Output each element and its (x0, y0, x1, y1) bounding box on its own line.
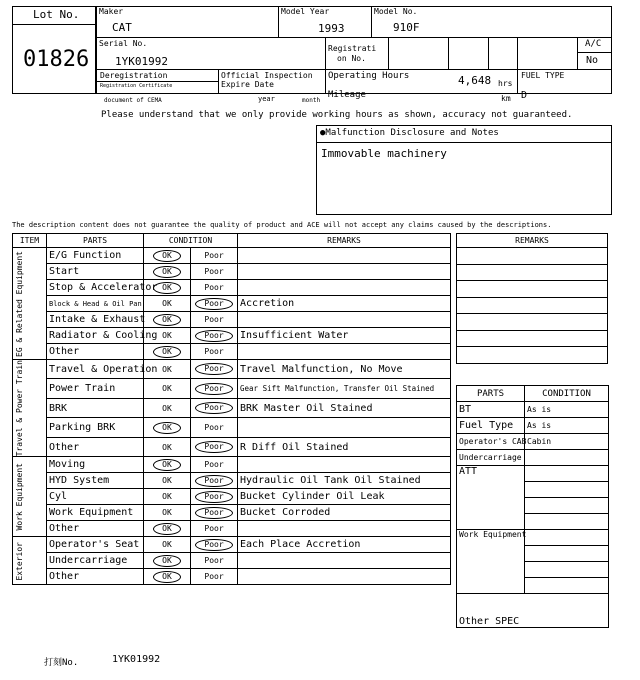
condition-ok (144, 521, 191, 537)
lot-number: 01826 (23, 47, 90, 72)
lot-label: Lot No. (33, 8, 80, 21)
remark: Travel Malfunction, No Move (238, 360, 451, 379)
item-group-label: Exterior (15, 541, 24, 581)
condition-poor-label: Poor (195, 475, 232, 487)
registration-certificate-label: Registration Certificate (100, 83, 173, 89)
condition-poor (191, 418, 238, 437)
remarks-row (457, 297, 608, 314)
remarks-cell (457, 330, 608, 347)
inspection-table (12, 233, 451, 585)
condition-poor-label: Poor (204, 283, 224, 292)
table-row (13, 296, 451, 312)
condition-ok-label: OK (162, 476, 172, 486)
spec-condition (525, 466, 609, 482)
condition-poor (191, 473, 238, 489)
model-year-value: 1993 (318, 22, 345, 35)
ac-label: A/C (585, 39, 602, 49)
part-name: HYD System (47, 473, 144, 489)
condition-ok-label: OK (162, 331, 172, 340)
condition-poor (191, 505, 238, 521)
condition-poor-label: Poor (204, 524, 224, 534)
remarks-cell (457, 248, 608, 265)
item-group-label: EG & Related Equipment (15, 250, 24, 357)
table-row (13, 553, 451, 569)
remark: R Diff Oil Stained (238, 437, 451, 457)
remark (238, 264, 451, 280)
fuel-type-label: FUEL TYPE (521, 71, 565, 80)
spec-part: BT (457, 402, 525, 418)
condition-poor-label: Poor (204, 347, 224, 356)
malfunction-box (316, 125, 612, 215)
part-name: Other (47, 437, 144, 457)
spec-row (457, 594, 609, 628)
year-label: year (258, 95, 275, 103)
remarks-row (457, 314, 608, 331)
deregistration-label: Deregistration (100, 71, 168, 80)
malfunction-title: ●Malfunction Disclosure and Notes (320, 128, 499, 138)
part-name: Block & Head & Oil Pan (47, 296, 144, 312)
remark: Bucket Cylinder Oil Leak (238, 489, 451, 505)
condition-poor (191, 344, 238, 360)
condition-ok (144, 473, 191, 489)
table-row (13, 521, 451, 537)
table-row (13, 248, 451, 264)
condition-ok-label: OK (162, 508, 172, 518)
part-name: BRK (47, 398, 144, 417)
remark: Gear Sift Malfunction, Transfer Oil Stained (238, 379, 451, 398)
serial-value: 1YK01992 (115, 55, 168, 68)
part-name: Undercarriage (47, 553, 144, 569)
remark: BRK Master Oil Stained (238, 398, 451, 417)
condition-poor (191, 457, 238, 473)
condition-ok (144, 379, 191, 398)
spec-condition: Cabin (525, 434, 609, 450)
model-year-label: Model Year (281, 7, 330, 16)
spec-condition (525, 562, 609, 578)
remark (238, 344, 451, 360)
condition-ok-label: OK (162, 384, 172, 394)
spec-part: Undercarriage (457, 450, 525, 466)
condition-ok-label: OK (162, 299, 172, 308)
inspection-label-2: Expire Date (221, 80, 274, 89)
spec-row (457, 418, 609, 434)
condition-poor-label: Poor (204, 423, 224, 433)
condition-poor (191, 264, 238, 280)
condition-poor (191, 360, 238, 379)
month-label: month (302, 97, 321, 104)
table-row (13, 344, 451, 360)
registration-label-2: on No. (337, 54, 366, 63)
condition-ok (144, 264, 191, 280)
condition-ok (144, 248, 191, 264)
remark (238, 553, 451, 569)
condition-ok (144, 398, 191, 417)
condition-ok-label: OK (153, 523, 181, 535)
item-group (13, 457, 47, 537)
condition-poor (191, 379, 238, 398)
condition-poor-label: Poor (204, 556, 224, 566)
part-name: Other (47, 521, 144, 537)
condition-poor-label: Poor (195, 441, 232, 453)
remarks-cell (457, 281, 608, 298)
condition-poor-label: Poor (195, 383, 232, 395)
table-row (13, 312, 451, 328)
condition-ok (144, 537, 191, 553)
condition-poor-label: Poor (195, 298, 232, 310)
header-remarks: REMARKS (238, 234, 451, 248)
part-name: Start (47, 264, 144, 280)
remarks-row (457, 248, 608, 265)
condition-ok-label: OK (153, 282, 181, 294)
spec-condition (525, 578, 609, 594)
condition-ok (144, 437, 191, 457)
condition-poor (191, 296, 238, 312)
remarks-row (457, 347, 608, 364)
condition-ok-label: OK (162, 403, 172, 413)
condition-ok (144, 553, 191, 569)
table-row (13, 437, 451, 457)
registration-label-1: Registrati (328, 44, 377, 53)
condition-poor-label: Poor (195, 330, 232, 342)
condition-ok-label: OK (153, 250, 181, 262)
condition-ok-label: OK (153, 555, 181, 567)
condition-ok-label: OK (162, 492, 172, 502)
table-row (13, 328, 451, 344)
spec-part: Fuel Type (457, 418, 525, 434)
condition-ok (144, 457, 191, 473)
condition-ok (144, 312, 191, 328)
part-name: E/G Function (47, 248, 144, 264)
hours-notice: Please understand that we only provide working hours as shown, accuracy not guaranteed. (101, 110, 573, 120)
remark (238, 418, 451, 437)
condition-poor-label: Poor (204, 267, 224, 276)
spec-condition (525, 546, 609, 562)
serial-label: Serial No. (99, 39, 148, 48)
condition-ok (144, 418, 191, 437)
spec-row (457, 450, 609, 466)
hrs-label: hrs (498, 79, 513, 88)
header-condition: CONDITION (144, 234, 238, 248)
spec-other: Other SPEC (457, 594, 609, 628)
remark (238, 280, 451, 296)
inspection-label-1: Official Inspection (221, 71, 313, 80)
table-row (13, 537, 451, 553)
remarks-cell (457, 314, 608, 331)
part-name: Intake & Exhaust (47, 312, 144, 328)
item-group-label: Travel & Power Train (15, 360, 24, 457)
table-row (13, 264, 451, 280)
part-name: Power Train (47, 379, 144, 398)
remark (238, 248, 451, 264)
condition-ok-label: OK (153, 346, 181, 358)
condition-poor-label: Poor (204, 315, 224, 324)
header-remarks-right: REMARKS (457, 234, 608, 248)
table-row (13, 473, 451, 489)
remarks-cell (457, 347, 608, 364)
table-row (13, 398, 451, 417)
spec-condition (525, 498, 609, 514)
condition-poor (191, 398, 238, 417)
spec-row (457, 466, 609, 482)
condition-ok-label: OK (162, 442, 172, 452)
part-name: Operator's Seat (47, 537, 144, 553)
condition-ok-label: OK (153, 314, 181, 326)
condition-ok (144, 569, 191, 585)
fuel-type-value: D (521, 90, 528, 101)
spec-part: ATT (457, 466, 525, 530)
remark (238, 457, 451, 473)
remarks-row (457, 281, 608, 298)
condition-poor (191, 489, 238, 505)
malfunction-text: Immovable machinery (321, 147, 447, 160)
remark: Each Place Accretion (238, 537, 451, 553)
spec-row (457, 530, 609, 546)
condition-poor-label: Poor (204, 572, 224, 582)
remarks-row (457, 264, 608, 281)
spec-condition: As is (525, 418, 609, 434)
condition-poor (191, 569, 238, 585)
remark (238, 521, 451, 537)
model-no-label: Model No. (374, 7, 418, 16)
condition-poor-label: Poor (195, 363, 232, 375)
part-name: Cyl (47, 489, 144, 505)
spec-condition (525, 514, 609, 530)
spec-condition (525, 450, 609, 466)
condition-poor-label: Poor (204, 251, 224, 260)
item-group (13, 360, 47, 457)
header-parts: PARTS (47, 234, 144, 248)
remark (238, 569, 451, 585)
spec-header-parts: PARTS (457, 386, 525, 402)
condition-ok (144, 505, 191, 521)
remark: Bucket Corroded (238, 505, 451, 521)
condition-poor-label: Poor (195, 402, 232, 414)
spec-row (457, 402, 609, 418)
remarks-cell (457, 297, 608, 314)
condition-ok (144, 296, 191, 312)
spec-condition (525, 530, 609, 546)
condition-ok-label: OK (153, 571, 181, 583)
spec-row (457, 434, 609, 450)
remarks-table (456, 233, 608, 364)
part-name: Moving (47, 457, 144, 473)
condition-ok-label: OK (162, 540, 172, 550)
condition-poor (191, 312, 238, 328)
km-label: km (501, 94, 511, 103)
condition-ok (144, 489, 191, 505)
item-group (13, 248, 47, 360)
spec-condition: As is (525, 402, 609, 418)
condition-poor (191, 537, 238, 553)
operating-hours-label: Operating Hours (328, 71, 410, 81)
part-name: Parking BRK (47, 418, 144, 437)
remarks-row (457, 330, 608, 347)
table-row (13, 360, 451, 379)
remark (238, 312, 451, 328)
part-name: Stop & Accelerator (47, 280, 144, 296)
table-row (13, 457, 451, 473)
condition-poor-label: Poor (195, 539, 232, 551)
item-group-label: Work Equipment (15, 463, 24, 531)
operating-hours-value: 4,648 (458, 74, 492, 87)
condition-ok-label: OK (162, 364, 172, 374)
footer-label: 打刻No. (44, 658, 79, 668)
footer-value: 1YK01992 (112, 654, 161, 665)
spec-header-condition: CONDITION (525, 386, 609, 402)
remark: Insufficient Water (238, 328, 451, 344)
maker-value: CAT (112, 21, 132, 34)
mileage-label: Mileage (328, 90, 366, 100)
part-name: Work Equipment (47, 505, 144, 521)
condition-poor (191, 280, 238, 296)
spec-table (456, 385, 609, 628)
spec-condition (525, 482, 609, 498)
part-name: Radiator & Cooling (47, 328, 144, 344)
condition-poor-label: Poor (204, 460, 224, 470)
spec-work-equipment: Work Equipment (457, 530, 525, 594)
header-item: ITEM (13, 234, 47, 248)
model-no-value: 910F (393, 21, 420, 34)
condition-ok (144, 344, 191, 360)
spec-part: Operator's CAB (457, 434, 525, 450)
item-group (13, 537, 47, 585)
description-notice: The description content does not guarantee the quality of product and ACE will not accept any claims caused by the descriptions. (12, 221, 552, 229)
condition-poor (191, 248, 238, 264)
table-row (13, 489, 451, 505)
remark: Hydraulic Oil Tank Oil Stained (238, 473, 451, 489)
part-name: Travel & Operation (47, 360, 144, 379)
ac-value: No (586, 55, 599, 66)
condition-ok-label: OK (153, 422, 181, 434)
condition-ok-label: OK (153, 459, 181, 471)
remark: Accretion (238, 296, 451, 312)
remarks-cell (457, 264, 608, 281)
part-name: Other (47, 569, 144, 585)
table-row (13, 418, 451, 437)
table-row (13, 379, 451, 398)
condition-poor-label: Poor (195, 491, 232, 503)
condition-ok-label: OK (153, 266, 181, 278)
table-row (13, 505, 451, 521)
table-row (13, 280, 451, 296)
condition-poor (191, 553, 238, 569)
condition-poor-label: Poor (195, 507, 232, 519)
part-name: Other (47, 344, 144, 360)
condition-poor (191, 328, 238, 344)
lot-box (12, 6, 96, 94)
table-row (13, 569, 451, 585)
condition-poor (191, 437, 238, 457)
maker-label: Maker (99, 7, 124, 16)
cema-label: document of CEMA (104, 97, 162, 104)
condition-poor (191, 521, 238, 537)
